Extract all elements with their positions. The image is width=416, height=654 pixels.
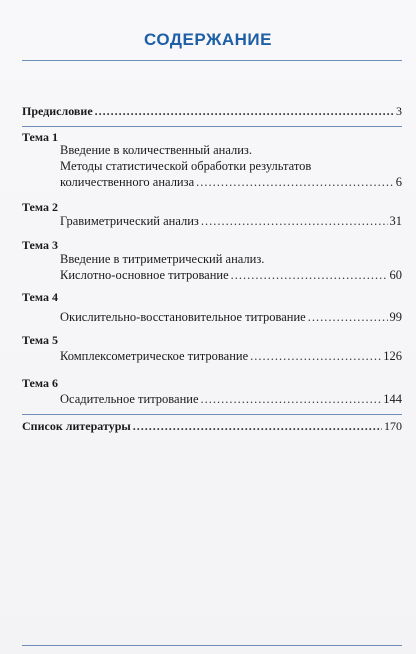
- topic-head: Тема 1: [22, 130, 58, 144]
- toc-page-number: 60: [389, 268, 402, 282]
- toc-entry-label: количественного анализа: [60, 175, 195, 189]
- toc-entry-topic-4[interactable]: [60, 310, 402, 325]
- bottom-rule: [22, 645, 402, 646]
- divider: [22, 126, 402, 127]
- toc-page-number: 3: [396, 104, 402, 118]
- toc-entry-topic-1[interactable]: [60, 175, 402, 190]
- toc-line: Методы статистической обработки результатов: [60, 159, 312, 173]
- topic-head: Тема 5: [22, 333, 58, 347]
- page-title: СОДЕРЖАНИЕ: [144, 30, 272, 49]
- toc-entry-references[interactable]: [22, 419, 402, 434]
- toc-entry-label: Список литературы: [22, 419, 131, 433]
- toc-entry-label: Окислительно-восстановительное титрование: [60, 310, 306, 324]
- dot-leader: [201, 214, 388, 229]
- dot-leader: [196, 175, 394, 190]
- top-rule: [22, 60, 402, 61]
- toc-entry-topic-3[interactable]: [60, 268, 402, 283]
- dot-leader: [133, 419, 382, 434]
- divider: [22, 414, 402, 415]
- dot-leader: [95, 104, 394, 119]
- toc-page-number: 126: [383, 349, 402, 363]
- toc-entry-topic-2[interactable]: [60, 214, 402, 229]
- toc-page-number: 31: [389, 214, 402, 228]
- dot-leader: [250, 349, 381, 364]
- toc-page-number: 144: [383, 392, 402, 406]
- dot-leader: [201, 392, 382, 407]
- toc-page-number: 170: [384, 419, 402, 433]
- topic-head: Тема 4: [22, 290, 58, 304]
- toc-line: Введение в титриметрический анализ.: [60, 252, 265, 266]
- topic-head: Тема 6: [22, 376, 58, 390]
- toc-line: Введение в количественный анализ.: [60, 143, 252, 157]
- dot-leader: [231, 268, 388, 283]
- toc-entry-preface[interactable]: [22, 104, 402, 119]
- topic-head: Тема 3: [22, 238, 58, 252]
- toc-entry-label: Предисловие: [22, 104, 93, 118]
- toc-entry-label: Гравиметрический анализ: [60, 214, 199, 228]
- toc-entry-topic-5[interactable]: [60, 349, 402, 364]
- topic-head: Тема 2: [22, 200, 58, 214]
- toc-page-number: 6: [395, 175, 402, 189]
- dot-leader: [308, 310, 388, 325]
- toc-page-number: 99: [389, 310, 402, 324]
- toc-entry-topic-6[interactable]: [60, 392, 402, 407]
- toc-entry-label: Кислотно-основное титрование: [60, 268, 229, 282]
- toc-entry-label: Осадительное титрование: [60, 392, 199, 406]
- toc-entry-label: Комплексометрическое титрование: [60, 349, 249, 363]
